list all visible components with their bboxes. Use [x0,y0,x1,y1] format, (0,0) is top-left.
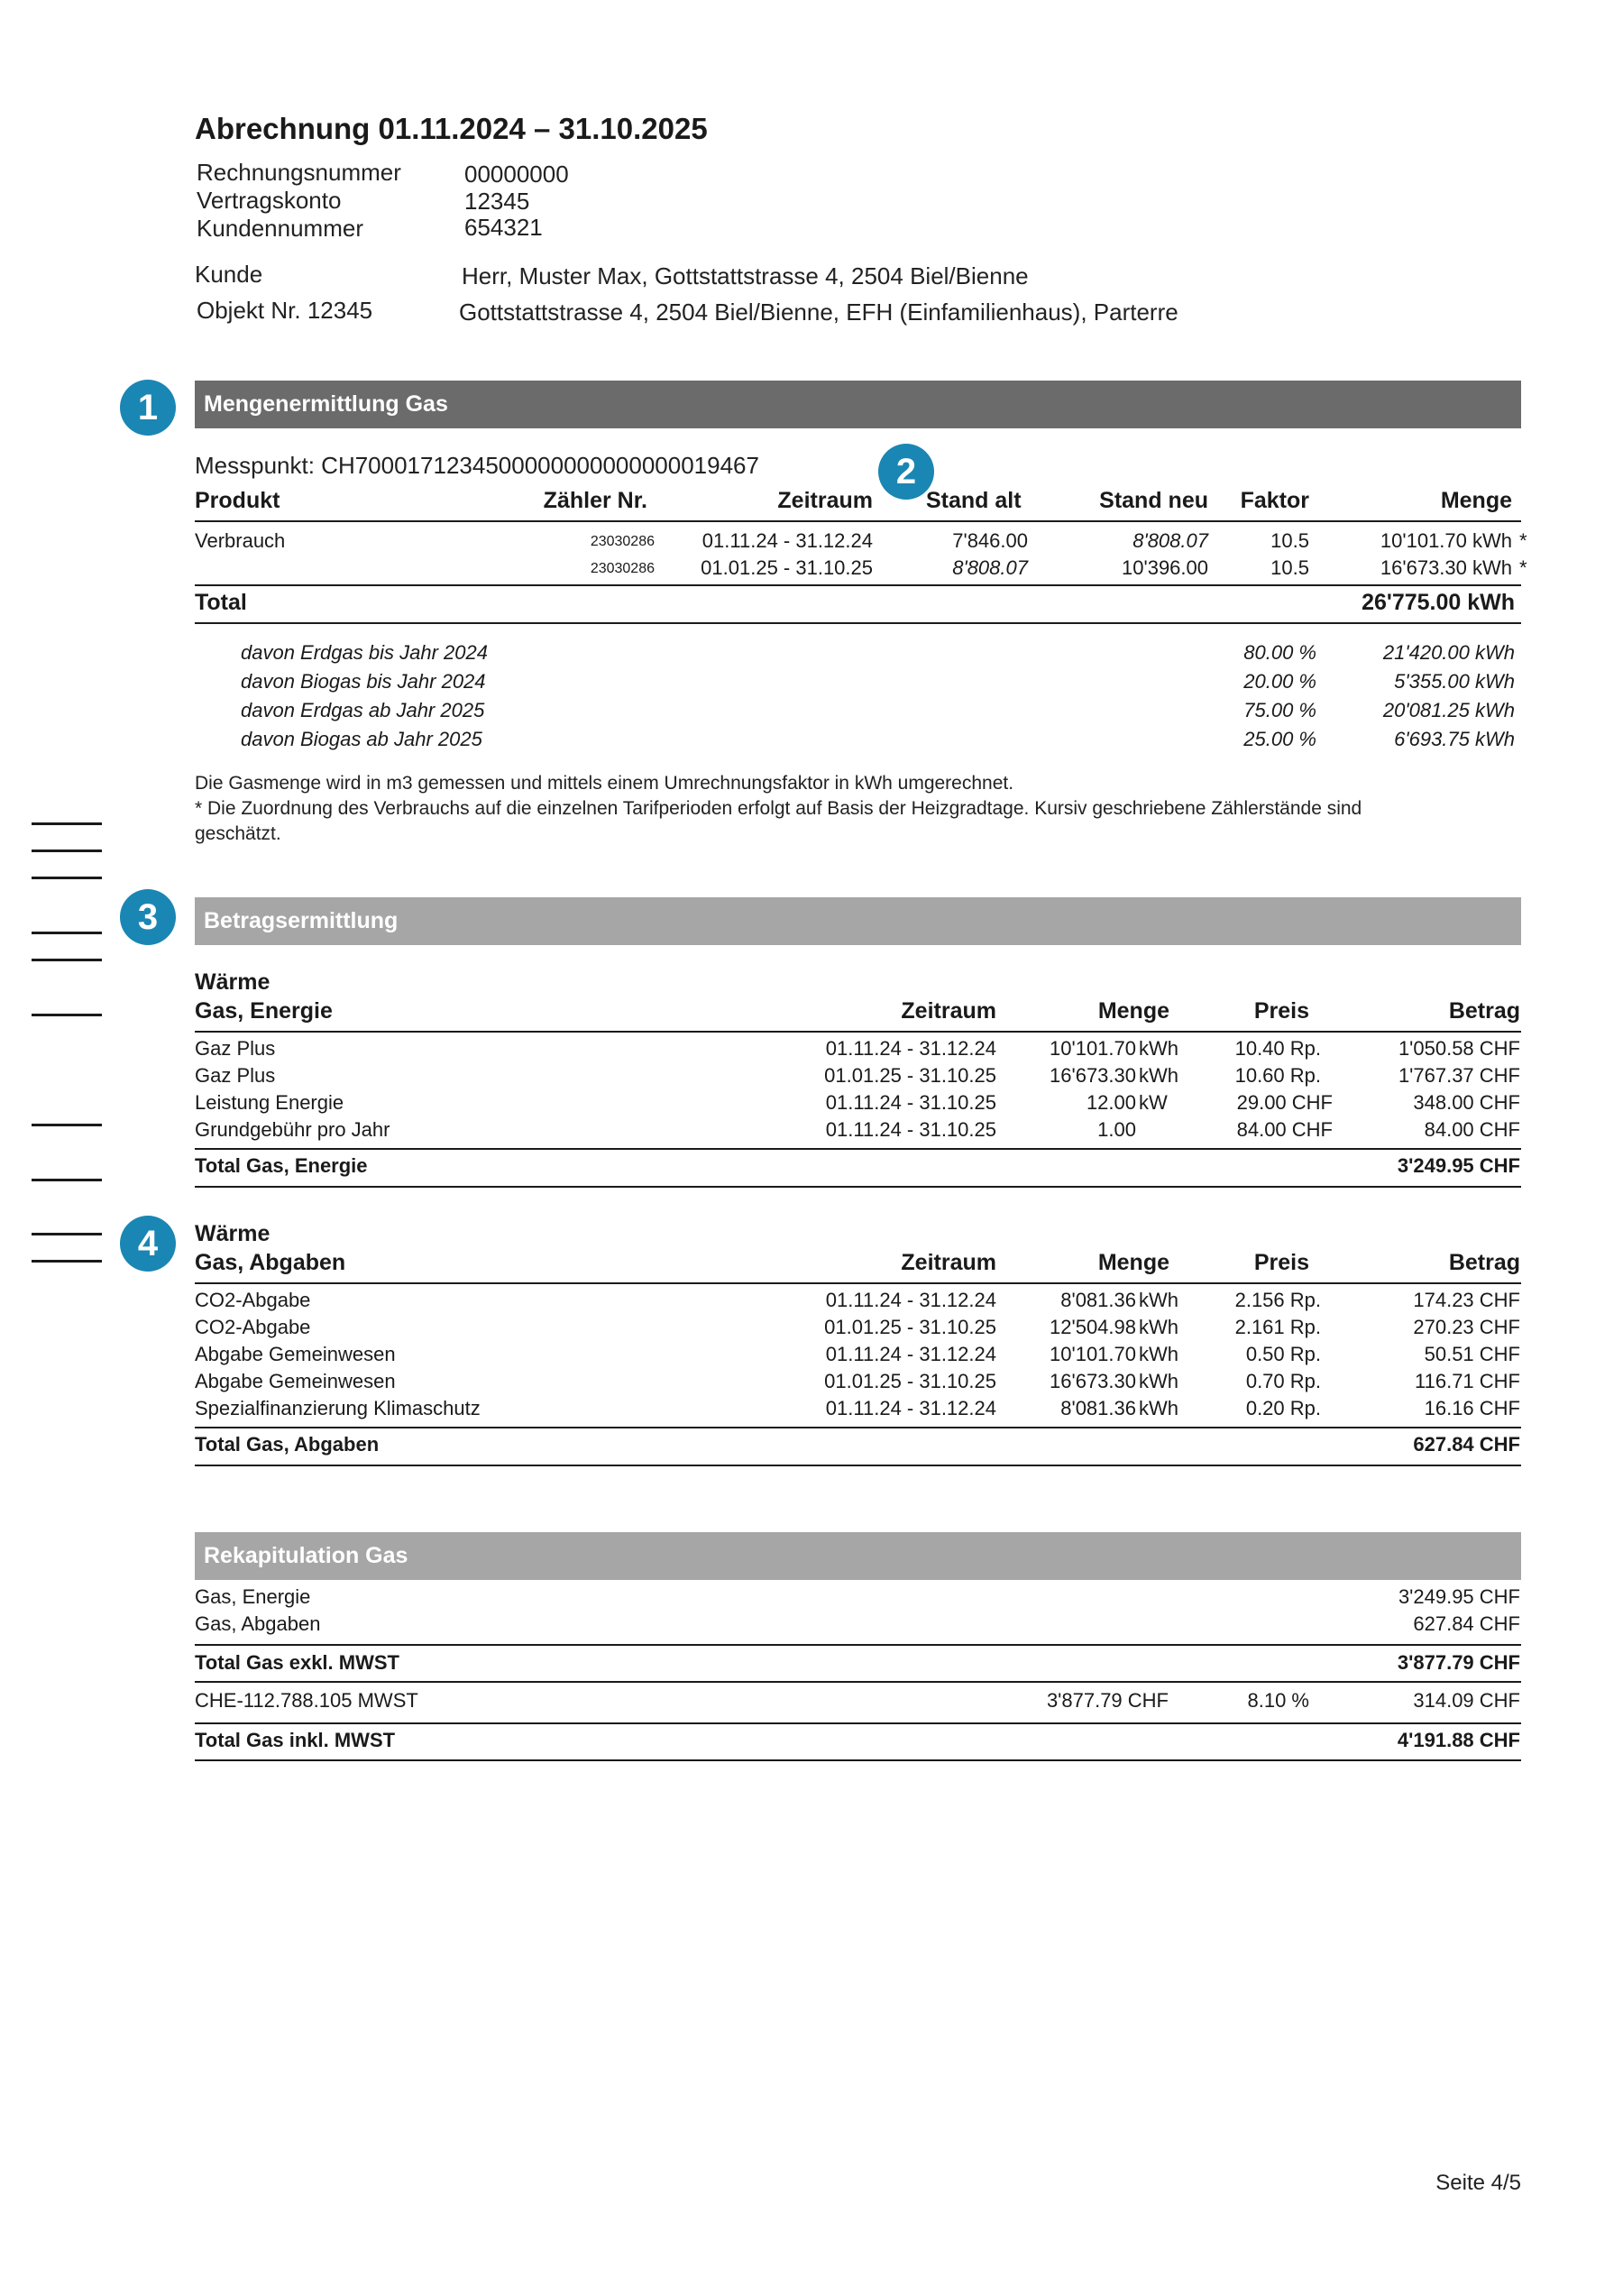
breakdown-pct: 75.00 % [1243,699,1316,721]
abgaben-row-menge: 16'673.30 [1050,1370,1136,1392]
energie-total-value: 3'249.95 CHF [1397,1154,1520,1177]
energie-row-name: Gaz Plus [195,1064,276,1087]
group-heading: Wärme [195,969,270,995]
col-header-zeitraum: Zeitraum [901,998,996,1024]
energie-row-preis: 84.00 CHF [1236,1118,1333,1141]
menge-row-menge: 16'673.30 kWh [1380,556,1512,579]
note-conversion: Die Gasmenge wird in m3 gemessen und mittels einem Umrechnungsfaktor in kWh umgerechnet. [195,773,1014,794]
rekap-row-label: Gas, Energie [195,1585,311,1608]
energie-row-unit: kW [1139,1091,1168,1114]
breakdown-value: 20'081.25 kWh [1382,699,1515,721]
table-rule [195,1722,1521,1724]
marker-4: 4 [120,1216,176,1272]
energie-row-menge: 10'101.70 [1050,1037,1136,1060]
col-header-betrag: Betrag [1448,998,1520,1024]
table-title-energie: Gas, Energie [195,998,333,1024]
breakdown-label: davon Erdgas ab Jahr 2025 [241,699,485,721]
table-rule [195,1282,1521,1284]
rekap-row-label: Gas, Abgaben [195,1612,321,1635]
fold-mark [32,932,102,934]
table-rule [195,584,1521,586]
mwst-rate: 8.10 % [1247,1689,1309,1712]
table-rule [195,1148,1521,1150]
col-header-menge: Menge [1097,998,1169,1024]
energie-row-name: Gaz Plus [195,1037,276,1060]
rekap-inkl-label: Total Gas inkl. MWST [195,1729,396,1751]
abgaben-row-menge: 8'081.36 [1060,1397,1136,1419]
col-header-faktor: Faktor [1240,488,1309,513]
menge-row-stand-neu: 10'396.00 [1122,556,1208,579]
objekt-label: Objekt Nr. 12345 [197,297,373,324]
marker-2: 2 [878,444,934,500]
table-rule [195,1644,1521,1646]
energie-row-betrag: 348.00 CHF [1413,1091,1520,1114]
kunde-value: Herr, Muster Max, Gottstattstrasse 4, 2504 Biel/Bienne [462,262,1029,289]
energie-row-menge: 16'673.30 [1050,1064,1136,1087]
energie-row-zeitraum: 01.11.24 - 31.10.25 [825,1091,996,1114]
breakdown-label: davon Biogas bis Jahr 2024 [241,670,486,693]
marker-3: 3 [120,889,176,945]
abgaben-row-betrag: 50.51 CHF [1424,1343,1520,1365]
abgaben-row-unit: kWh [1139,1343,1178,1365]
energie-row-preis: 10.60 Rp. [1234,1064,1321,1087]
abgaben-row-unit: kWh [1139,1397,1178,1419]
messpunkt: Messpunkt: CH7000171234500000000000000019467 [195,452,759,479]
menge-row-menge: 10'101.70 kWh [1380,529,1512,552]
col-header-zeitraum: Zeitraum [901,1250,996,1275]
breakdown-value: 6'693.75 kWh [1394,728,1515,750]
note-estimate-cont: geschätzt. [195,823,281,844]
col-header-preis: Preis [1253,998,1309,1024]
col-header-menge: Menge [1440,488,1512,513]
col-header-stand-alt: Stand alt [926,488,1022,513]
breakdown-pct: 80.00 % [1243,641,1316,664]
menge-row-faktor: 10.5 [1270,529,1309,552]
section-band-betragsermittlung: Betragsermittlung [195,897,1521,945]
abgaben-row-betrag: 16.16 CHF [1424,1397,1520,1419]
abgaben-row-name: CO2-Abgabe [195,1316,311,1338]
menge-row-zaehler: 23030286 [590,534,655,549]
vertragskonto-value: 12345 [464,188,530,215]
energie-row-menge: 12.00 [1086,1091,1136,1114]
group-heading: Wärme [195,1221,270,1246]
rechnungsnummer-label: Rechnungsnummer [197,159,401,186]
abgaben-row-preis: 2.156 Rp. [1234,1289,1321,1311]
table-rule [195,1465,1521,1466]
col-header-menge: Menge [1097,1250,1169,1275]
kunde-label: Kunde [195,261,263,288]
energie-row-betrag: 1'767.37 CHF [1398,1064,1520,1087]
estimate-star: * [1519,529,1527,552]
abgaben-row-betrag: 174.23 CHF [1413,1289,1520,1311]
energie-row-betrag: 84.00 CHF [1424,1118,1520,1141]
abgaben-row-name: CO2-Abgabe [195,1289,311,1311]
fold-mark [32,1179,102,1181]
abgaben-row-betrag: 270.23 CHF [1413,1316,1520,1338]
abgaben-row-unit: kWh [1139,1289,1178,1311]
abgaben-row-zeitraum: 01.11.24 - 31.12.24 [825,1289,996,1311]
menge-row-stand-neu: 8'808.07 [1132,529,1208,552]
abgaben-row-name: Spezialfinanzierung Klimaschutz [195,1397,481,1419]
col-header-zaehler: Zähler Nr. [543,488,647,513]
energie-row-preis: 29.00 CHF [1236,1091,1333,1114]
abgaben-row-menge: 12'504.98 [1050,1316,1136,1338]
energie-row-betrag: 1'050.58 CHF [1398,1037,1520,1060]
abgaben-row-name: Abgabe Gemeinwesen [195,1343,396,1365]
abgaben-total-value: 627.84 CHF [1413,1433,1520,1456]
abgaben-total-label: Total Gas, Abgaben [195,1433,380,1456]
energie-row-preis: 10.40 Rp. [1234,1037,1321,1060]
mwst-base: 3'877.79 CHF [1046,1689,1169,1712]
rekap-exkl-label: Total Gas exkl. MWST [195,1651,399,1674]
fold-mark [32,1014,102,1016]
rechnungsnummer-value: 00000000 [464,161,569,188]
page-title: Abrechnung 01.11.2024 – 31.10.2025 [195,112,708,145]
menge-row-stand-alt: 7'846.00 [952,529,1028,552]
objekt-value: Gottstattstrasse 4, 2504 Biel/Bienne, EFH (Einfamilienhaus), Parterre [459,298,1178,326]
fold-mark [32,877,102,879]
table-rule [195,622,1521,624]
table-rule [195,1759,1521,1761]
abgaben-row-preis: 2.161 Rp. [1234,1316,1321,1338]
rekap-row-value: 627.84 CHF [1413,1612,1520,1635]
abgaben-row-zeitraum: 01.01.25 - 31.10.25 [824,1316,996,1338]
energie-row-unit: kWh [1139,1037,1178,1060]
energie-row-name: Leistung Energie [195,1091,344,1114]
energie-total-label: Total Gas, Energie [195,1154,368,1177]
abgaben-row-zeitraum: 01.01.25 - 31.10.25 [824,1370,996,1392]
section-band-rekapitulation: Rekapitulation Gas [195,1532,1521,1580]
menge-row-stand-alt: 8'808.07 [952,556,1028,579]
col-header-zeitraum: Zeitraum [777,488,873,513]
breakdown-label: davon Erdgas bis Jahr 2024 [241,641,488,664]
abgaben-row-zeitraum: 01.11.24 - 31.12.24 [825,1343,996,1365]
abgaben-row-unit: kWh [1139,1316,1178,1338]
table-rule [195,1427,1521,1428]
energie-row-zeitraum: 01.11.24 - 31.12.24 [825,1037,996,1060]
marker-1: 1 [120,380,176,436]
kundennummer-value: 654321 [464,214,543,241]
rekap-row-value: 3'249.95 CHF [1398,1585,1520,1608]
estimate-star: * [1519,556,1527,579]
abgaben-row-menge: 8'081.36 [1060,1289,1136,1311]
mwst-label: CHE-112.788.105 MWST [195,1689,418,1712]
energie-row-zeitraum: 01.11.24 - 31.10.25 [825,1118,996,1141]
abgaben-row-preis: 0.20 Rp. [1245,1397,1321,1419]
section-band-mengenermittlung: Mengenermittlung Gas [195,381,1521,428]
breakdown-value: 5'355.00 kWh [1394,670,1515,693]
menge-row-zeitraum: 01.11.24 - 31.12.24 [701,529,873,552]
rekap-inkl-value: 4'191.88 CHF [1397,1729,1520,1751]
col-header-preis: Preis [1253,1250,1309,1275]
mwst-value: 314.09 CHF [1413,1689,1520,1712]
breakdown-pct: 20.00 % [1243,670,1316,693]
menge-row-faktor: 10.5 [1270,556,1309,579]
fold-mark [32,822,102,825]
table-rule [195,520,1521,522]
fold-mark [32,959,102,961]
rekap-exkl-value: 3'877.79 CHF [1397,1651,1520,1674]
energie-row-menge: 1.00 [1097,1118,1136,1141]
vertragskonto-label: Vertragskonto [197,187,342,214]
energie-row-name: Grundgebühr pro Jahr [195,1118,390,1141]
breakdown-label: davon Biogas ab Jahr 2025 [241,728,482,750]
note-estimate: * Die Zuordnung des Verbrauchs auf die einzelnen Tarifperioden erfolgt auf Basis der Heizgradtage. Kursiv geschriebene Zählerstände sind [195,798,1362,819]
kundennummer-label: Kundennummer [197,215,363,242]
abgaben-row-betrag: 116.71 CHF [1415,1370,1520,1392]
fold-mark [32,1260,102,1263]
table-title-abgaben: Gas, Abgaben [195,1250,346,1275]
table-rule [195,1031,1521,1033]
menge-total-label: Total [195,590,247,615]
col-header-stand-neu: Stand neu [1099,488,1208,513]
abgaben-row-unit: kWh [1139,1370,1178,1392]
fold-mark [32,1233,102,1235]
menge-total-value: 26'775.00 kWh [1362,590,1515,615]
energie-row-zeitraum: 01.01.25 - 31.10.25 [824,1064,996,1087]
abgaben-row-preis: 0.70 Rp. [1245,1370,1321,1392]
breakdown-value: 21'420.00 kWh [1382,641,1515,664]
breakdown-pct: 25.00 % [1243,728,1316,750]
menge-row-zeitraum: 01.01.25 - 31.10.25 [701,556,873,579]
abgaben-row-name: Abgabe Gemeinwesen [195,1370,396,1392]
fold-mark [32,850,102,852]
abgaben-row-menge: 10'101.70 [1050,1343,1136,1365]
table-rule [195,1186,1521,1188]
menge-row-zaehler: 23030286 [590,561,655,576]
energie-row-unit: kWh [1139,1064,1178,1087]
page-number: Seite 4/5 [1435,2171,1521,2195]
table-rule [195,1681,1521,1683]
abgaben-row-zeitraum: 01.11.24 - 31.12.24 [825,1397,996,1419]
abgaben-row-preis: 0.50 Rp. [1245,1343,1321,1365]
col-header-produkt: Produkt [195,488,280,513]
menge-row-produkt: Verbrauch [195,529,286,552]
fold-mark [32,1124,102,1126]
col-header-betrag: Betrag [1448,1250,1520,1275]
